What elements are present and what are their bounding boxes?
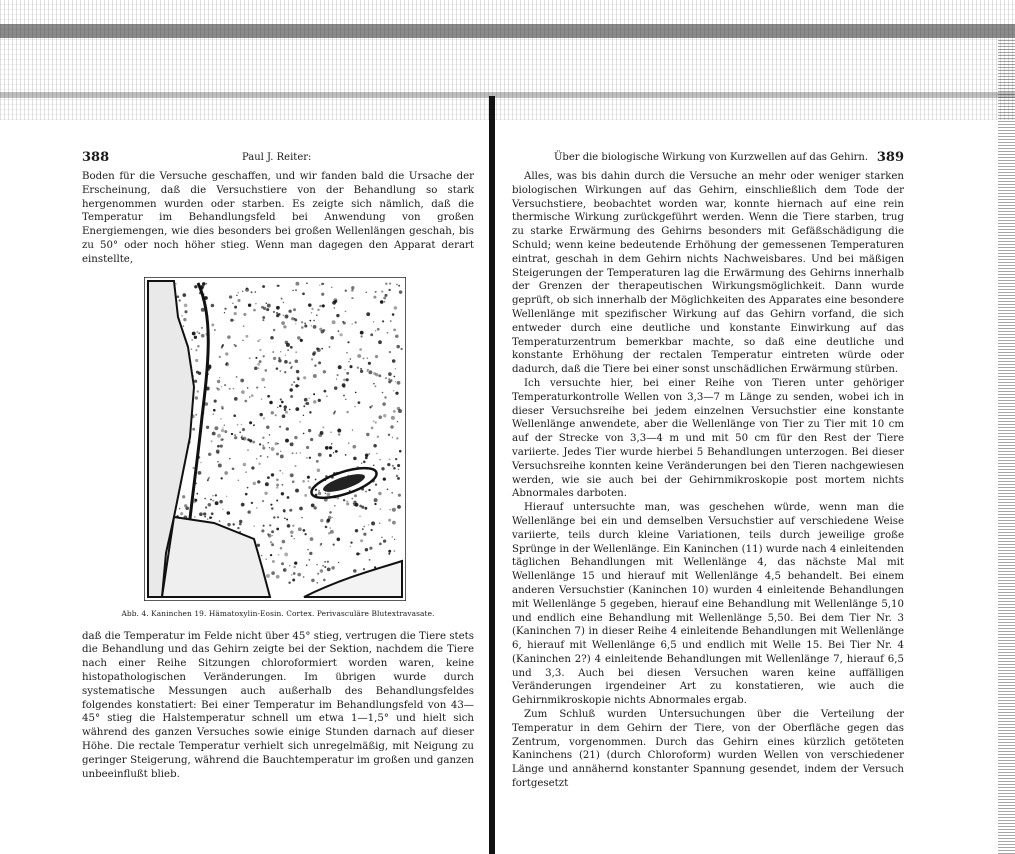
right-paragraph-1: Alles, was bis dahin durch die Versuche an mehr oder weniger starken biologischen Wirkungen auf das Gehirn, einschließlich dem Tode der Versuchstiere, beobachtet worden war, konnte hiernach auf eine rein thermische Wirkung zurückgeführt werden. Wenn die Tiere starben, trug zu starke Erwärmung des Gehirns besonders mit Gefäßschädigung die Schuld; wenn keine bedeutende Erhöhung der gemessenen Temperaturen eintrat, geschah in dem Gehirn nichts Nachweisbares. Und bei mäßigen Steigerungen der Temperaturen lag die Erwärmung des Gehirns innerhalb der Grenzen der therapeutischen Wirkungsmöglichkeit. Dann wurde geprüft, ob sich innerhalb der Möglichkeiten des Apparates eine besondere Wellenlänge mit spezifischer Wirkung auf das Gehirn vorfand, die sich entweder durch eine deutliche und konstante Einwirkung auf das Temperaturzentrum bemerkbar machte, so daß eine deutliche und konstante Erhöhung der rectalen Temperatur eintreten würde oder dadurch, daß die Tiere bei einer sonst unschädlichen Erwärmung stürben. xyxy=(512,171,904,376)
micrograph-image xyxy=(144,277,406,601)
right-paragraph-4: Zum Schluß wurden Untersuchungen über die Verteilung der Temperatur in dem Gehirn der Tiere, von der Oberfläche gegen das Zentrum, vorgenommen. Durch das Gehirn eines kürzlich getöteten Kaninchens (21) (durch Chloroform) wurden Wellen von verschiedener Länge und annähernd konstanter Spannung gesendet, indem der Versuch fortgesetzt xyxy=(512,709,904,790)
book-spine xyxy=(489,96,495,854)
right-page-number: 389 xyxy=(876,150,904,165)
right-paragraph-3: Hierauf untersuchte man, was geschehen würde, wenn man die Wellenlänge bei ein und demselben Versuchstier auf verschiedene Weise variierte, teils durch kleine Variationen, teils durch jeweilige große Sprünge in der Wellenlänge. Ein Kaninchen (11) wurde nach 4 einleitenden täglichen Behandlungen mit Wellenlänge 4, das nächste Mal mit Wellenlänge 15 und hierauf mit Wellenlänge 4,5 behandelt. Bei einem anderen Versuchstier (Kaninchen 10) wurden 4 einleitende Behandlungen mit Wellenlänge 5 gegeben, hierauf eine Behandlung mit Wellenlänge 5,10 und endlich eine Behandlung mit Wellenlänge 5,50. Bei dem Tier Nr. 3 (Kaninchen 7) in dieser Reihe 4 einleitende Behandlungen mit Wellenlänge 6, hierauf mit Wellenlänge 6,5 und endlich mit Welle 15. Bei Tier Nr. 4 (Kaninchen 2?) 4 einleitende Behandlungen mit Wellenlänge 7, hierauf 6,5 und 3,3. Auch bei diesen Versuchen waren keine auffälligen Veränderungen irgendeiner Art zu konstatieren, wie auch die Gehirnmikroskopie nichts Abnormales ergab. xyxy=(512,502,904,707)
micrograph-figure xyxy=(144,277,406,601)
left-running-head xyxy=(82,148,474,170)
right-running-head xyxy=(512,148,904,170)
right-paragraph-2: Ich versuchte hier, bei einer Reihe von Tieren unter gehöriger Temperaturkontrolle Wellen von 3,3—7 m Länge zu senden, wobei ich in dieser Versuchsreihe bei jedem einzelnen Versuchstier eine konstante Wellenlänge anwendete, aber die Wellenlänge von Tier zu Tier mit 10 cm auf der Strecke von 3,3—4 m und mit 50 cm für den Rest der Tiere variierte. Jedes Tier wurde hierbei 5 Behandlungen unterzogen. Bei dieser Versuchsreihe konnten keine Veränderungen bei den Tieren nachgewiesen werden, wie sie auch bei der Gehirnmikroskopie post mortem nichts Abnormales darboten. xyxy=(512,377,904,500)
left-paragraph-1: Boden für die Versuche geschaffen, und wir fanden bald die Ursache der Erscheinung, daß die Versuchstiere von der Behandlung so stark hergenommen wurden oder starben. Es zeigte sich nämlich, daß die Temperatur im Behandlungsfeld bei Anwendung von großen Energiemengen, wie dies besonders bei großen Wellenlängen geschah, bis zu 50° oder noch höher stieg. Wenn man dagegen den Apparat derart einstellte, xyxy=(82,171,474,265)
left-page-number: 388 xyxy=(82,150,110,165)
figure-caption: Abb. 4. Kaninchen 19. Hämatoxylin-Eosin. Cortex. Perivasculäre Blutextravasate. xyxy=(121,608,435,618)
left-page xyxy=(82,148,474,781)
scan-dark-band-lower xyxy=(0,92,1015,98)
scan-noise-top xyxy=(0,0,1015,120)
right-running-title: Über die biologische Wirkung von Kurzwellen auf das Gehirn. xyxy=(554,152,869,163)
page-edge-right xyxy=(998,40,1015,854)
right-page xyxy=(512,148,904,791)
left-running-title: Paul J. Reiter: xyxy=(242,152,312,163)
scan-dark-band xyxy=(0,24,1015,38)
left-paragraph-2: daß die Temperatur im Felde nicht über 45° stieg, vertrugen die Tiere stets die Behandlung und das Gehirn zeigte bei der Sektion, nachdem die Tiere nach einer Reihe Sitzungen chloroformiert worden waren, keine histopathologischen Veränderungen. Im übrigen wurde durch systematische Messungen auch außerhalb des Behandlungsfeldes folgendes konstatiert: Bei einer Temperatur im Behandlungsfeld von 43—45° stieg die Halstemperatur schnell um etwa 1—1,5° und hielt sich während des ganzen Versuches sowie einige Stunden darnach auf dieser Höhe. Die rectale Temperatur verhielt sich unregelmäßig, mit Neigung zu geringer Steigerung, während die Bauchtemperatur im großen und ganzen unbeeinflußt blieb. xyxy=(82,630,474,780)
